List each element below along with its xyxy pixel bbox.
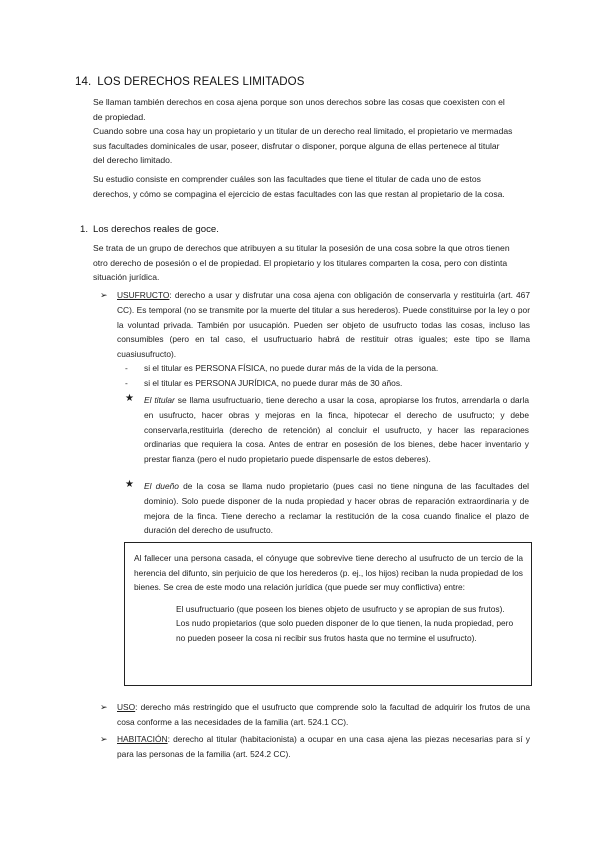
- star-item-body: [144, 479, 529, 538]
- usufructo-term: USUFRUCTO: [117, 290, 170, 300]
- note-box: [124, 542, 532, 686]
- uso-definition: [117, 700, 530, 730]
- dash-bullet-icon: -: [125, 363, 128, 373]
- uso-term: USO: [117, 702, 136, 712]
- star-bullet-icon: ★: [125, 479, 134, 490]
- arrow-bullet-icon: ➢: [100, 290, 108, 300]
- star-item-text: se llama usufructuario, tiene derecho a usar la cosa, apropiarse los frutos, arrendarla o darla en usufructo, hacer obras y mejoras en la finca, hipotecar el derecho de usufructo; y debe conservarla,restituirla (derecho de retención) al concluir el usufructo, y hacer las reparaciones ordinarias que requiera la cosa. Antes de entrar en posesión de los bienes, debe hacer inventario y prestar fianza (pero el nudo propietario puede dispensarle de estos deberes).: [144, 395, 529, 465]
- usufructo-definition: [117, 288, 530, 362]
- dash-item: [125, 376, 529, 391]
- chapter-number: 14.: [75, 76, 92, 88]
- section-intro-text: Se trata de un grupo de derechos que atribuyen a su titular la posesión de una cosa sobre la que otros tienen otro derecho de posesión o el de propiedad. El propietario y los titulares comparten la cosa, pero con distinta situación jurídica.: [93, 243, 510, 283]
- star-item-body: [144, 393, 529, 467]
- intro-block: [93, 95, 513, 201]
- usufructo-bullet: [100, 288, 530, 362]
- note-box-list: [176, 602, 523, 646]
- habitacion-definition: [117, 732, 530, 762]
- usufructo-text: : derecho a usar y disfrutar una cosa ajena con obligación de conservarla y restituirla (art. 467 CC). Es temporal (no se transmite por la muerte del titular a sus herederos). Puede constituirse por la ley o por la voluntad privada. También por usucapión. Pueden ser objeto de usufructo todas las cosas, incluso las consumibles (pero en tal caso, el usufructuario habrá de restituir otras iguales; este tipo se llama cuasiusufructo).: [117, 290, 530, 360]
- dash-item-text: si el titular es PERSONA JURÍDICA, no puede durar más de 30 años.: [144, 378, 403, 388]
- dash-bullet-icon: -: [125, 378, 128, 388]
- dash-item-text: si el titular es PERSONA FÍSICA, no puede durar más de la vida de la persona.: [144, 363, 439, 373]
- arrow-bullet-icon: ➢: [100, 734, 108, 744]
- note-box-item: Los nudo propietarios (que solo pueden disponer de lo que tienen, la nuda propiedad, pero no pueden poseer la cosa ni recibir sus frutos hasta que no termine el usufructo).: [176, 618, 514, 643]
- note-box-item: El usufructuario (que poseen los bienes objeto de usufructo y se apropian de sus frutos).: [176, 603, 505, 614]
- intro-paragraph: Su estudio consiste en comprender cuáles son las facultades que tiene el titular de cada uno de estos derechos, y cómo se compagina el ejercicio de estas facultades con las que restan al propietario de la cosa.: [93, 173, 505, 199]
- intro-paragraph: Se llaman también derechos en cosa ajena porque son unos derechos sobre las cosas que coexisten con el de propiedad.: [93, 97, 505, 122]
- chapter-heading: [75, 76, 304, 88]
- section-title: Los derechos reales de goce.: [93, 224, 219, 235]
- uso-text: : derecho más restringido que el usufructo que comprende solo la facultad de adquirir los frutos de una cosa conforme a las necesidades de la familia (art. 524.1 CC).: [117, 702, 530, 727]
- section-number: 1.: [80, 224, 89, 235]
- uso-bullet: [100, 700, 530, 730]
- star-item-titular: [125, 393, 529, 467]
- chapter-title: LOS DERECHOS REALES LIMITADOS: [97, 76, 305, 88]
- star-item-lead: El dueño: [144, 481, 179, 491]
- section-intro: [93, 241, 518, 285]
- section-heading: [80, 224, 219, 235]
- habitacion-bullet: [100, 732, 530, 762]
- star-bullet-icon: ★: [125, 393, 134, 404]
- dash-item: [125, 361, 529, 376]
- intro-paragraph: Cuando sobre una cosa hay un propietario y un titular de un derecho real limitado, el propietario ve mermadas sus facultades dominicales de usar, poseer, disfrutar o disponer, porque alguna de ellas pertenece al titular del derecho limitado.: [93, 126, 513, 166]
- star-item-text: de la cosa se llama nudo propietario (pues casi no tiene ninguna de las facultades del dominio). Solo puede disponer de la nuda propiedad y hacer obras de reparación extraordinaria y de mejora de la finca. Tiene derecho a reclamar la restitución de la cosa cuando finalice el plazo de duración del derecho de usufructo.: [144, 481, 529, 536]
- arrow-bullet-icon: ➢: [100, 702, 108, 712]
- star-item-lead: El titular: [144, 395, 175, 405]
- habitacion-term: HABITACIÓN: [117, 734, 168, 744]
- habitacion-text: : derecho al titular (habitacionista) a ocupar en una casa ajena las piezas necesarias para sí y para las personas de la familia (art. 524.2 CC).: [117, 734, 530, 759]
- star-item-dueno: [125, 479, 529, 538]
- note-box-text: Al fallecer una persona casada, el cónyuge que sobrevive tiene derecho al usufructo de un tercio de la herencia del difunto, sin perjuicio de que los herederos (p. ej., los hijos) reciban la nuda propiedad de los bienes. Se crea de este modo una relación jurídica (que puede ser muy conflictiva) entre:: [134, 553, 523, 593]
